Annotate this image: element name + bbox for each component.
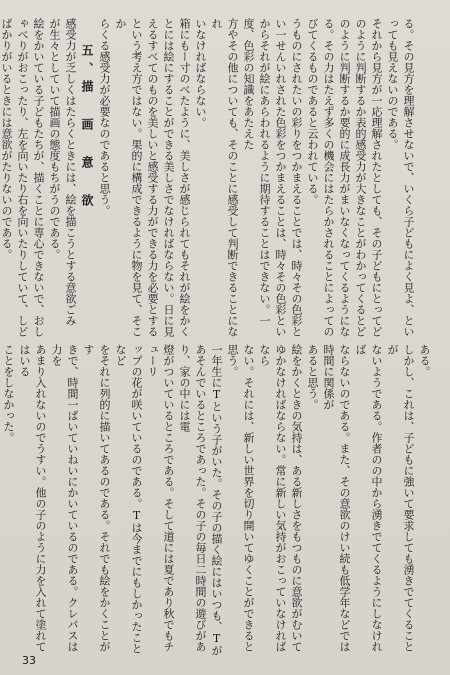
upper-text-block	[0, 18, 432, 338]
lower-text-block: ある。 しかし、これは、子どもに強いて要求しても湧きでてくることが ないようである。作者のの中から湧きでてくるようにしなければ ならないのである。また、その意欲のけい続も低学年などでは時間に関係が あると思う。 絵をかくときの気持は、ある新しさをもつものに意欲がむいて ゆかなければならない。常に新しい気持がおこっていなければなら ない。それには、新しい世界を切り開いてゆくことができると思う。 一年生にTという子がいた。その子の描く絵にはいつも、Tが あそんでいるところであった。その子の毎日二時間の遊びがあり、家の中には電 燈がついているところである。そして道には夏であり秋でもチューリ ップの花が咲いているのである。Tは今までにもしかったことなど をそれに列的に描いてあるのである。それでも絵をかくことがす きで、時間一ぱいていねいにかいているのである。クレパスは力を あまり入れないのでうすい。他の子のように力を入れて塗れてはいる ことをしなかった。	[2, 344, 431, 656]
section-heading: 五、描 画 意 欲	[80, 44, 94, 212]
page-number: 33	[22, 654, 36, 667]
upper-paragraphs-after-heading: 感受力が乏しくはたらくときには、絵を描こうとする意欲ごみ が生々としていて描画の態度もちがうのである。 絵をかいている子どもたちが、描くことに専心できないで、おし ゃべりがおこったり、左を向いたり右を向いたりしていて、しど ばかりがいるときには意欲がたりないのである。	[0, 18, 77, 337]
upper-paragraphs-before-heading: る。その見方を理解させないで、いくら子どもによく見よ、といっても見えないのである。 それから見方が一応理解されたとしても、その子どもにとってどのように判断するか表的感受力が大きなことがわかってくるとどのように判断するか要的に成長力がまいなくなってくるようになる。その力はたえず多くの機会にはたらかされることによってのびてくるものであると云われている。 うものにされたいの彩りをつかまえることでは、時々その色彩とい一せんいれされた色彩をつかまえることは、時々その色彩とい からそれが絵にあらわれるように期待することはできない。一度、色彩の知識をあたえた 方やその他についても、そのことに感受して判断できることになれ いなければならない。 箱にもー寸のべたように、美しさが感じられてもそれが絵をかく とには絵にすることができる美しさでなければならない。日に見 えるすべてのものを美しいと感受する力ができる力を必要とする という考え方ではない。果的に構成できるように物を見て、そこか らくる感受力が必要なのであると思う。	[98, 18, 415, 337]
